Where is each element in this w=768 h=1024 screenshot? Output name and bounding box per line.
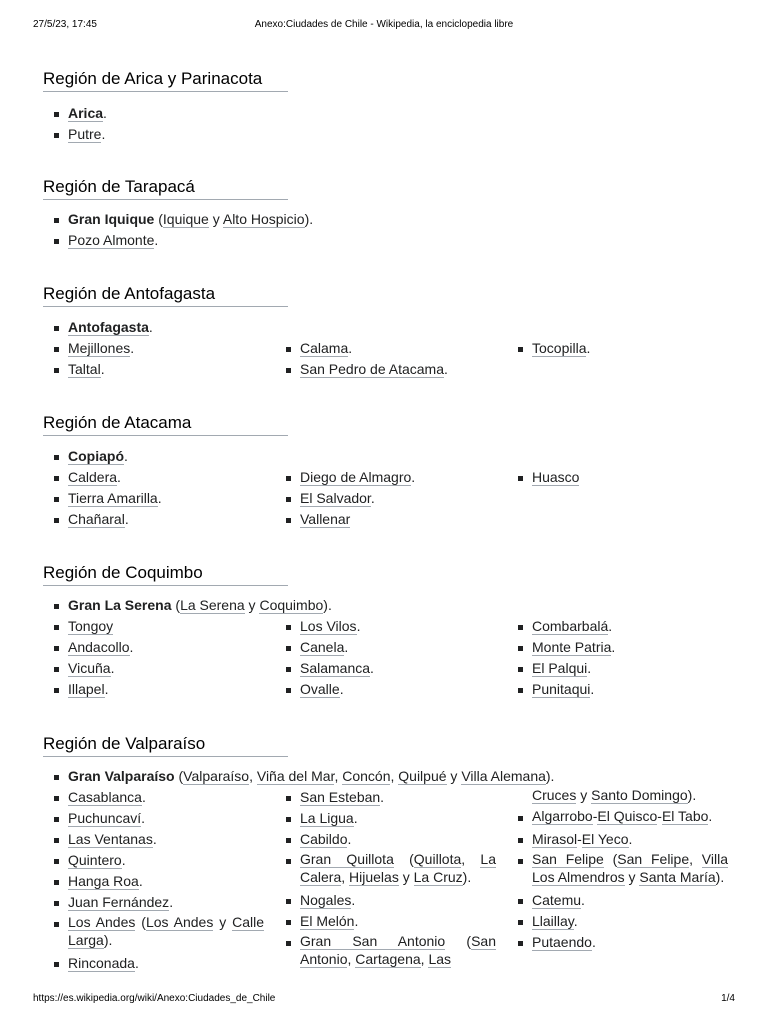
- link-las-ventanas[interactable]: Las Ventanas: [68, 831, 153, 847]
- list-item: Las Ventanas.: [54, 829, 264, 850]
- list-item: Juan Fernández.: [54, 892, 264, 913]
- link-diego-de-almagro[interactable]: Diego de Almagro: [300, 469, 412, 485]
- link-hijuelas[interactable]: Hijuelas: [349, 869, 399, 885]
- link-santa-maria[interactable]: Santa María: [639, 869, 716, 885]
- link-taltal[interactable]: Taltal: [68, 361, 101, 377]
- list-item: Canela.: [286, 637, 496, 658]
- link-san-antonio[interactable]: San Antonio: [300, 933, 496, 967]
- list-antofagasta-main: [54, 317, 714, 338]
- link-valparaiso[interactable]: Valparaíso: [183, 768, 250, 784]
- link-la-cruz[interactable]: La Cruz: [413, 869, 463, 885]
- list-item: Punitaqui.: [518, 679, 728, 700]
- link-rinconada[interactable]: Rinconada: [68, 955, 135, 971]
- print-title: Anexo:Ciudades de Chile - Wikipedia, la enciclopedia libre: [254, 19, 514, 30]
- link-llaillay[interactable]: Llaillay: [532, 913, 574, 929]
- link-vallenar[interactable]: Vallenar: [300, 511, 351, 527]
- link-monte-patria[interactable]: Monte Patria: [532, 639, 612, 655]
- heading-coquimbo: Región de Coquimbo: [43, 562, 288, 586]
- link-el-tabo[interactable]: El Tabo: [661, 808, 709, 824]
- list-item: Tocopilla.: [518, 338, 728, 359]
- list-atacama-col1: [54, 467, 264, 530]
- link-san-pedro[interactable]: San Pedro de Atacama: [300, 361, 444, 377]
- list-item: Chañaral.: [54, 509, 264, 530]
- list-item: Antofagasta.: [54, 317, 714, 338]
- list-valparaiso-main: [54, 766, 714, 787]
- list-item: Combarbalá.: [518, 616, 728, 637]
- link-algarrobo[interactable]: Algarrobo: [532, 808, 593, 824]
- link-copiapo[interactable]: Copiapó: [68, 448, 124, 464]
- list-tarapaca: [54, 209, 714, 251]
- link-gran-san-antonio[interactable]: Gran San Antonio: [300, 933, 446, 949]
- page-number: 1/4: [721, 993, 735, 1004]
- link-las-cruces[interactable]: Las: [428, 951, 452, 967]
- link-quintero[interactable]: Quintero: [68, 852, 122, 868]
- link-vicuna[interactable]: Vicuña: [68, 660, 111, 676]
- list-coquimbo-col1: [54, 616, 264, 700]
- link-tocopilla[interactable]: Tocopilla: [532, 340, 587, 356]
- list-arica: [54, 103, 714, 145]
- link-los-andes-city[interactable]: Los Andes: [145, 914, 214, 930]
- link-canela[interactable]: Canela: [300, 639, 345, 655]
- link-san-felipe[interactable]: San Felipe: [532, 851, 604, 867]
- link-quillota[interactable]: Quillota: [413, 851, 462, 867]
- link-los-andes[interactable]: Los Andes: [68, 914, 136, 930]
- print-date: 27/5/23, 17:45: [33, 19, 97, 30]
- heading-tarapaca: Región de Tarapacá: [43, 176, 288, 200]
- list-item: Gran San Antonio (San Antonio, Cartagena, Las: [286, 932, 496, 968]
- list-valparaiso-col1: [54, 787, 264, 974]
- link-calama[interactable]: Calama: [300, 340, 349, 356]
- list-item: Llaillay.: [518, 911, 728, 932]
- list-item: Casablanca.: [54, 787, 264, 808]
- list-item: Mejillones.: [54, 338, 264, 359]
- link-cartagena[interactable]: Cartagena: [355, 951, 421, 967]
- list-item: Diego de Almagro.: [286, 467, 496, 488]
- list-item: Nogales.: [286, 890, 496, 911]
- link-el-yeco[interactable]: El Yeco: [581, 831, 629, 847]
- list-item: Salamanca.: [286, 658, 496, 679]
- list-item: Los Vilos.: [286, 616, 496, 637]
- link-juan-fernandez[interactable]: Juan Fernández: [68, 894, 170, 910]
- link-el-palqui[interactable]: El Palqui: [532, 660, 588, 676]
- list-item: Tierra Amarilla.: [54, 488, 264, 509]
- list-atacama-col3: [518, 467, 728, 488]
- link-el-melon[interactable]: El Melón: [300, 913, 355, 929]
- link-el-quisco[interactable]: El Quisco: [597, 808, 658, 824]
- gran-la-serena: Gran La Serena: [68, 597, 172, 613]
- list-item: Andacollo.: [54, 637, 264, 658]
- link-casablanca[interactable]: Casablanca: [68, 789, 142, 805]
- link-iquique[interactable]: Iquique: [162, 211, 209, 227]
- list-item: Quintero.: [54, 850, 264, 871]
- link-alto-hospicio[interactable]: Alto Hospicio: [222, 211, 305, 227]
- list-valparaiso-col3: [518, 786, 728, 953]
- list-item: Rinconada.: [54, 953, 264, 974]
- list-atacama-col2: [286, 467, 496, 530]
- print-url: https://es.wikipedia.org/wiki/Anexo:Ciudades_de_Chile: [33, 993, 276, 1004]
- gran-iquique: Gran Iquique: [68, 211, 155, 227]
- list-item: Mirasol-El Yeco.: [518, 829, 728, 850]
- list-item: Arica.: [54, 103, 714, 124]
- list-antofagasta-col1: [54, 338, 264, 380]
- link-cruces[interactable]: Cruces: [532, 787, 577, 803]
- list-item: Los Andes (Los Andes y Calle Larga).: [54, 913, 264, 949]
- link-la-serena[interactable]: La Serena: [180, 597, 245, 613]
- list-item: San Pedro de Atacama.: [286, 359, 496, 380]
- list-antofagasta-col3: [518, 338, 728, 359]
- link-pozo-almonte[interactable]: Pozo Almonte: [68, 232, 155, 248]
- link-salamanca[interactable]: Salamanca: [300, 660, 371, 676]
- link-la-ligua[interactable]: La Ligua: [300, 810, 354, 826]
- link-concon[interactable]: Concón: [342, 768, 391, 784]
- link-quilpue[interactable]: Quilpué: [398, 768, 447, 784]
- list-item: [518, 467, 728, 488]
- link-illapel[interactable]: Illapel: [68, 681, 105, 697]
- list-item: San Felipe (San Felipe, Villa Los Almendros y Santa María).: [518, 850, 728, 886]
- gran-valparaiso: Gran Valparaíso: [68, 768, 175, 784]
- link-tongoy[interactable]: Tongoy: [68, 618, 114, 634]
- link-la-calera[interactable]: La Calera: [300, 851, 496, 885]
- print-footer: [0, 993, 768, 1007]
- list-item: Gran La Serena (La Serena y Coquimbo).: [54, 595, 714, 616]
- list-item: Hanga Roa.: [54, 871, 264, 892]
- list-item: Copiapó.: [54, 446, 714, 467]
- list-item: El Salvador.: [286, 488, 496, 509]
- link-vina-del-mar[interactable]: Viña del Mar: [256, 768, 335, 784]
- link-mejillones[interactable]: Mejillones: [68, 340, 131, 356]
- link-antofagasta[interactable]: Antofagasta: [68, 319, 149, 335]
- link-combarbala[interactable]: Combarbalá: [532, 618, 609, 634]
- link-huasco[interactable]: Huasco: [532, 469, 580, 485]
- link-santo-domingo[interactable]: Santo Domingo: [591, 787, 688, 803]
- link-cabildo[interactable]: Cabildo: [300, 831, 348, 847]
- link-coquimbo[interactable]: Coquimbo: [259, 597, 324, 613]
- link-ovalle[interactable]: Ovalle: [300, 681, 340, 697]
- list-item: Algarrobo-El Quisco-El Tabo.: [518, 807, 728, 825]
- link-andacollo[interactable]: Andacollo: [68, 639, 130, 655]
- list-item: Cabildo.: [286, 829, 496, 850]
- link-hanga-roa[interactable]: Hanga Roa: [68, 873, 139, 889]
- list-item: Catemu.: [518, 890, 728, 911]
- list-item: Illapel.: [54, 679, 264, 700]
- link-villa-los-almendros[interactable]: Villa Los Almendros: [532, 851, 728, 885]
- list-item: Ovalle.: [286, 679, 496, 700]
- heading-valparaiso: Región de Valparaíso: [43, 733, 288, 757]
- link-mirasol[interactable]: Mirasol: [532, 831, 578, 847]
- link-putaendo[interactable]: Putaendo: [532, 934, 592, 950]
- link-punitaqui[interactable]: Punitaqui: [532, 681, 591, 697]
- link-tierra-amarilla[interactable]: Tierra Amarilla: [68, 490, 158, 506]
- list-item: [286, 509, 496, 530]
- list-item: Vicuña.: [54, 658, 264, 679]
- list-item-continued: Cruces y Santo Domingo).: [532, 787, 697, 803]
- list-item: Taltal.: [54, 359, 264, 380]
- link-villa-alemana[interactable]: Villa Alemana: [461, 768, 546, 784]
- print-header: [0, 19, 768, 33]
- list-item: Gran Valparaíso (Valparaíso, Viña del Mar, Concón, Quilpué y Villa Alemana).: [54, 766, 714, 787]
- link-nogales[interactable]: Nogales: [300, 892, 352, 908]
- list-item: El Melón.: [286, 911, 496, 932]
- heading-antofagasta: Región de Antofagasta: [43, 283, 288, 307]
- list-item: Pozo Almonte.: [54, 230, 714, 251]
- list-antofagasta-col2: [286, 338, 496, 380]
- link-calle-larga[interactable]: Calle Larga: [68, 914, 265, 948]
- list-item: La Ligua.: [286, 808, 496, 829]
- list-coquimbo-main: [54, 595, 714, 616]
- list-item: Caldera.: [54, 467, 264, 488]
- list-item: Monte Patria.: [518, 637, 728, 658]
- list-item: Putre.: [54, 124, 714, 145]
- list-atacama-main: [54, 446, 714, 467]
- link-caldera[interactable]: Caldera: [68, 469, 118, 485]
- link-chanaral[interactable]: Chañaral: [68, 511, 125, 527]
- link-putre[interactable]: Putre: [68, 126, 102, 142]
- list-valparaiso-col2: [286, 787, 496, 968]
- link-gran-quillota[interactable]: Gran Quillota: [300, 851, 394, 867]
- heading-atacama: Región de Atacama: [43, 412, 288, 436]
- list-item: Gran Iquique (Iquique y Alto Hospicio).: [54, 209, 714, 230]
- heading-arica: Región de Arica y Parinacota: [43, 68, 288, 92]
- list-item: Puchuncaví.: [54, 808, 264, 829]
- list-coquimbo-col2: [286, 616, 496, 700]
- list-item: Gran Quillota (Quillota, La Calera, Hijuelas y La Cruz).: [286, 850, 496, 886]
- list-item: [54, 616, 264, 637]
- link-san-esteban[interactable]: San Esteban: [300, 789, 381, 805]
- list-item: San Esteban.: [286, 787, 496, 808]
- link-puchuncavi[interactable]: Puchuncaví: [68, 810, 142, 826]
- list-item: El Palqui.: [518, 658, 728, 679]
- list-coquimbo-col3: [518, 616, 728, 700]
- link-catemu[interactable]: Catemu: [532, 892, 582, 908]
- link-san-felipe-city[interactable]: San Felipe: [617, 851, 690, 867]
- list-item: Putaendo.: [518, 932, 728, 953]
- link-arica[interactable]: Arica: [68, 105, 104, 121]
- link-los-vilos[interactable]: Los Vilos: [300, 618, 357, 634]
- link-el-salvador[interactable]: El Salvador: [300, 490, 371, 506]
- list-item: Calama.: [286, 338, 496, 359]
